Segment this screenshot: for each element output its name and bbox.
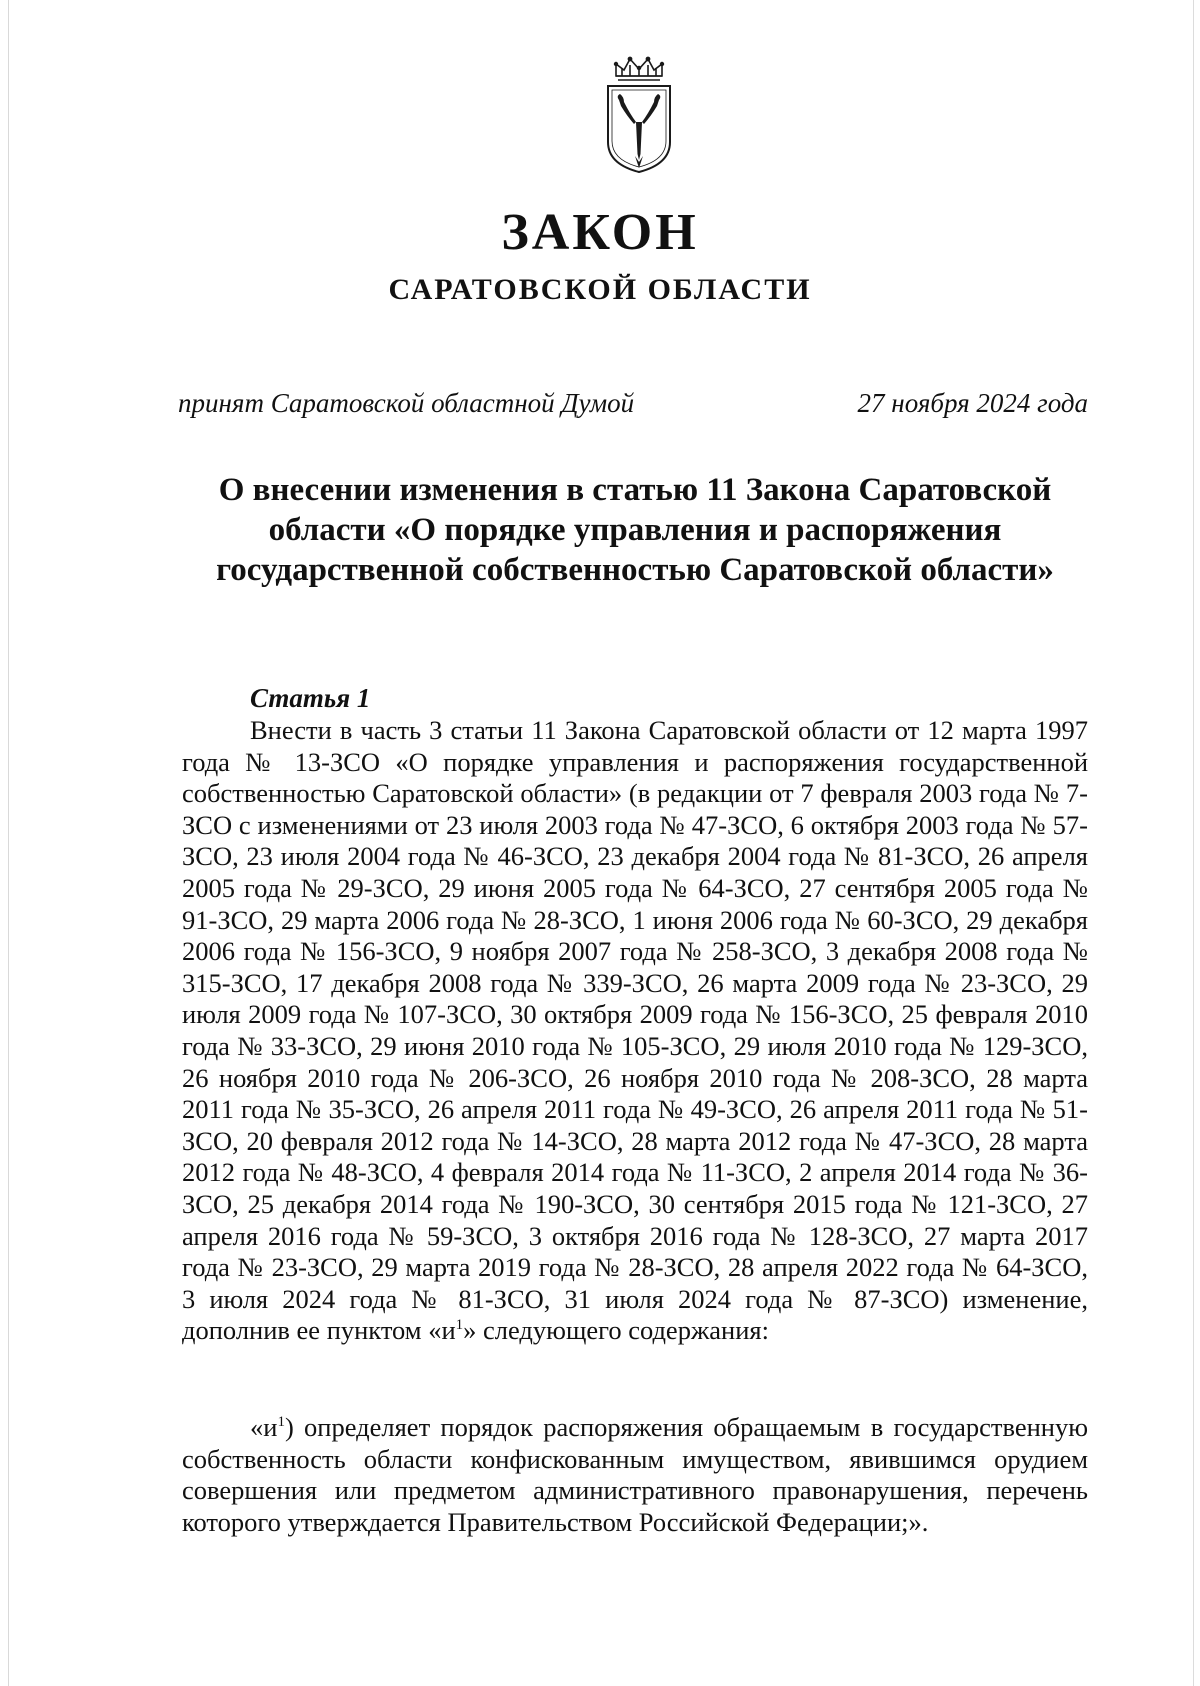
quote-close: ) определяет порядок распоряжения обращаемым в государственную собственность области конфискованным имуществом, явившимся орудием совершения или предметом административного правонарушения, перечень которого утверждается Правительством Российской Федерации;». [182,1412,1088,1537]
point-close: » следующего содержания: [463,1315,769,1346]
adopted-by: принят Саратовской областной Думой [178,388,635,418]
adopted-date: 27 ноября 2024 года [857,388,1088,418]
point-open: «и [428,1315,456,1346]
law-heading: О внесении изменения в статью 11 Закона Саратовской области «О порядке управления и распоряжения государственной собственностью Саратовской области» [216,472,1054,588]
quote-superscript: 1 [277,1414,285,1431]
document-title: ЗАКОН [501,204,699,261]
point-superscript: 1 [455,1317,464,1334]
article-body [182,715,1088,1347]
quote-open: «и [250,1412,278,1442]
document-subtitle: САРАТОВСКОЙ ОБЛАСТИ [388,273,812,306]
article-body-text: Внести в часть 3 статьи 11 Закона Саратовской области от 12 марта 1997 года № 13-ЗСО «О порядке управления и распоряжения государственной собственностью Саратовской области» (в редакции от 7 февраля 2003 года № 7-ЗСО с изменениями от 23 июля 2003 года № 47-ЗСО, 6 октября 2003 года № 57-ЗСО, 23 июля 2004 года № 46-ЗСО, 23 декабря 2004 года № 81-ЗСО, 26 апреля 2005 года № 29-ЗСО, 29 июня 2005 года № 64-ЗСО, 27 сентября 2005 года № 91-ЗСО, 29 марта 2006 года № 28-ЗСО, 1 июня 2006 года № 60-ЗСО, 29 декабря 2006 года № 156-ЗСО, 9 ноября 2007 года № 258-ЗСО, 3 декабря 2008 года № 315-ЗСО, 17 декабря 2008 года № 339-ЗСО, 26 марта 2009 года № 23-ЗСО, 29 июля 2009 года № 107-ЗСО, 30 октября 2009 года № 156-ЗСО, 25 февраля 2010 года № 33-ЗСО, 29 июня 2010 года № 105-ЗСО, 29 июля 2010 года № 129-ЗСО, 26 ноября 2010 года № 206-ЗСО, 26 ноября 2010 года № 208-ЗСО, 28 марта 2011 года № 35-ЗСО, 26 апреля 2011 года № 49-ЗСО, 26 апреля 2011 года № 51-ЗСО, 20 февраля 2012 года № 14-ЗСО, 28 марта 2012 года № 47-ЗСО, 28 марта 2012 года № 48-ЗСО, 4 февраля 2014 года № 11-ЗСО, 2 апреля 2014 года № 36-ЗСО, 25 декабря 2014 года № 190-ЗСО, 30 сентября 2015 года № 121-ЗСО, 27 апреля 2016 года № 59-ЗСО, 3 октября 2016 года № 128-ЗСО, 27 марта 2017 года № 23-ЗСО, 29 марта 2019 года № 28-ЗСО, 28 апреля 2022 года № 64-ЗСО, 3 июля 2024 года № 81-ЗСО, 31 июля 2024 года № 87-ЗСО) изменение, дополнив ее пунктом [182,715,1088,1346]
amendment-quote [182,1412,1088,1538]
article-label: Статья 1 [250,683,371,713]
saratov-coat-of-arms-icon [602,56,676,174]
